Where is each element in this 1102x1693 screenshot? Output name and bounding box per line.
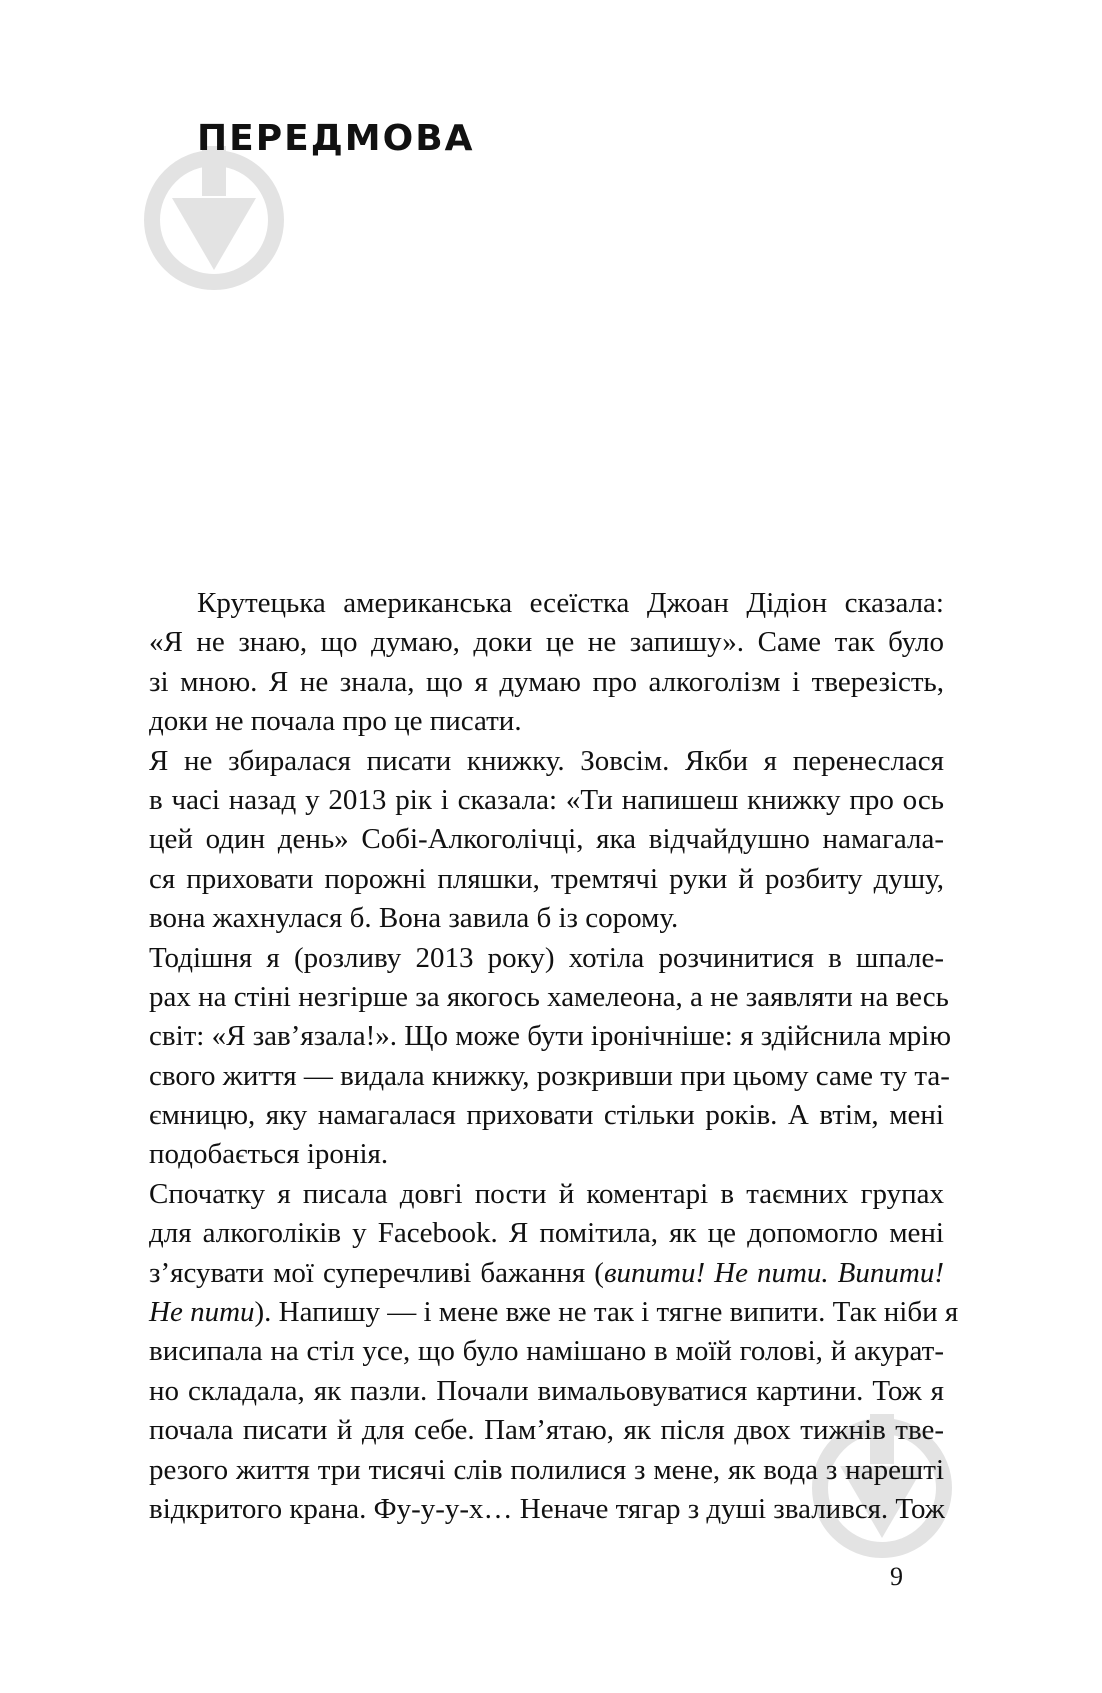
download-arrow-icon: [140, 146, 288, 294]
text-line: ємницю, яку намагалася приховати стільки років. А втім, мені: [149, 1099, 944, 1132]
text-line: для алкоголіків у Facebook. Я помітила, як це допомогло мені: [149, 1217, 944, 1250]
text-line: но складала, як пазли. Почали вимальовуватися картини. Тож я: [149, 1374, 944, 1407]
text-line: вона жахнулася б. Вона завила б із сорому.: [149, 902, 679, 935]
page-title: ПЕРЕДМОВА: [197, 118, 475, 159]
text-line: Спочатку я писала довгі пости й коментарі в таємних групах: [149, 1177, 944, 1210]
text-line: з’ясувати мої суперечливі бажання (випити! Не пити. Випити!: [149, 1256, 944, 1289]
text-line: резого життя три тисячі слів полилися з мене, як вода з нарешті: [149, 1453, 944, 1486]
text-line: відкритого крана. Фу-у-у-х… Неначе тягар з душі звалився. Тож: [149, 1492, 945, 1525]
page-number: 9: [890, 1562, 903, 1591]
body-text: [149, 584, 959, 1529]
text-line: Не пити). Напишу — і мене вже не так і тягне випити. Так ніби я: [149, 1296, 959, 1329]
text-line: доки не почала про це писати.: [149, 705, 522, 738]
text-line: Тодішня я (розливу 2013 року) хотіла розчинитися в шпале-: [149, 941, 944, 974]
text-line: почала писати й для себе. Пам’ятаю, як після двох тижнів тве-: [149, 1414, 944, 1447]
text-line: свого життя — видала книжку, розкривши при цьому саме ту та-: [149, 1059, 950, 1092]
text-line: цей один день» Собі-Алкоголічці, яка відчайдушно намагала-: [149, 823, 944, 856]
text-line: світ: «Я зав’язала!». Що може бути іронічніше: я здійснила мрію: [149, 1020, 952, 1053]
text-line: рах на стіні незгірше за якогось хамелеона, а не заявляти на весь: [149, 980, 949, 1013]
italic-phrase: випити! Не пити. Випити!: [603, 1256, 944, 1289]
text-line: «Я не знаю, що думаю, доки це не запишу». Саме так було: [149, 626, 944, 659]
text-line: Крутецька американська есеїстка Джоан Дідіон сказала:: [197, 587, 944, 619]
text-line: в часі назад у 2013 рік і сказала: «Ти напишеш книжку про ось: [149, 783, 944, 816]
text-line: висипала на стіл усе, що було намішано в моїй голові, й акурат-: [149, 1335, 944, 1368]
text-line: ся приховати порожні пляшки, тремтячі руки й розбиту душу,: [149, 862, 944, 895]
text-line: подобається іронія.: [149, 1138, 389, 1171]
text-line: Я не збиралася писати книжку. Зовсім. Якби я перенеслася: [149, 744, 944, 777]
italic-phrase: Не пити: [149, 1296, 255, 1329]
text-line: зі мною. Я не знала, що я думаю про алкоголізм і тверезість,: [149, 665, 944, 698]
